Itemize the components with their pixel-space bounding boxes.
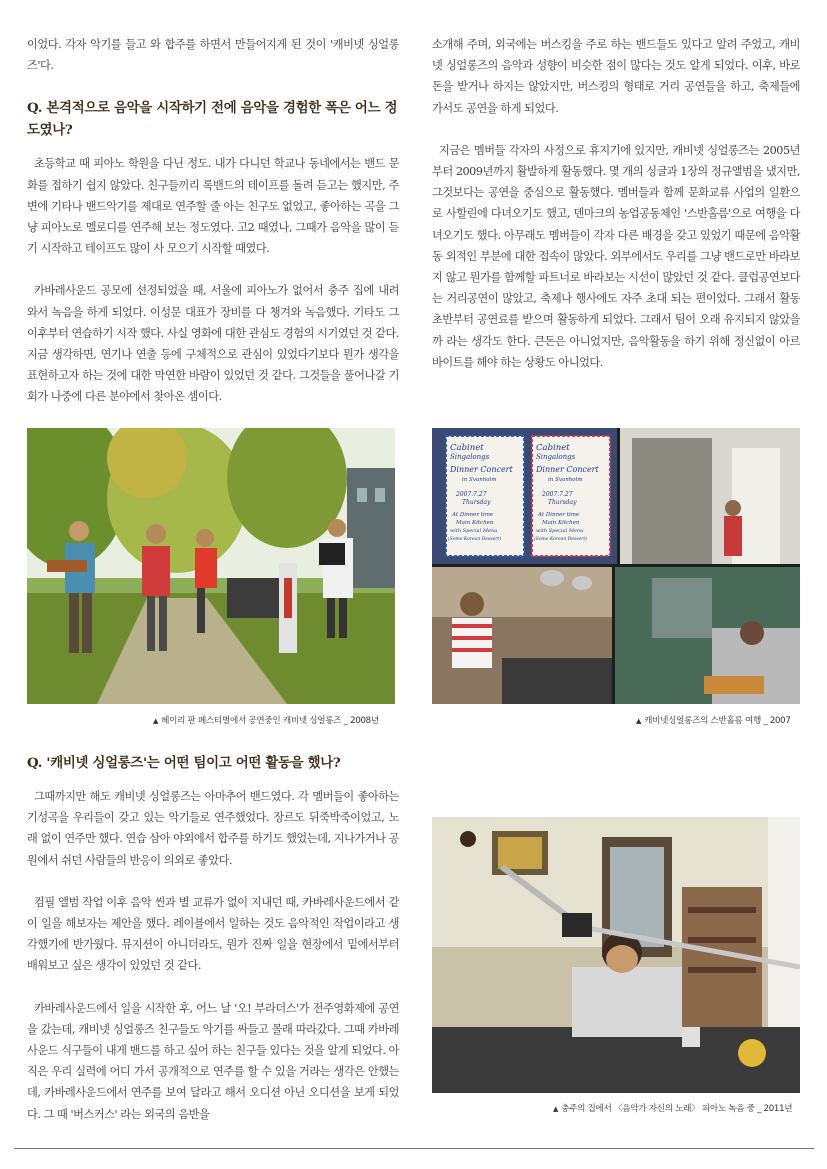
answer-paragraph: 초등학교 때 피아노 학원을 다닌 정도. 내가 다니던 학교나 동네에서는 밴드 문화를 접하기 쉽지 않았다. 친구들끼리 록밴드의 테이프를 돌려 듣고는 했지만, 주변에 기타나 밴드악기를 제대로 연주할 줄 아는 친구도 없었고, 좋아하는 곡을 그냥 피아노로 멜로디를 연주해 보는 정도였다. 고2 때였나, 그때가 음악을 많이 듣기 시작하고 테이프도 많이 사 모으기 시작할 때였다. — [27, 157, 399, 256]
poster-text: Main Kitchen — [542, 520, 580, 526]
left-column-bottom — [27, 752, 399, 1125]
answer-paragraph: 그때까지만 해도 캐비넷 싱얼롱즈는 아마추어 밴드였다. 각 멤버들이 좋아하는 기성곡을 우리들이 갖고 있는 악기들로 연주했었다. 장르도 뒤죽박죽이었고, 노래 없이 연주만 했다. 연습 삼아 야외에서 합주를 하기도 했었는데, 지나가거나 공원에서 쉬던 사람들의 반응이 의외로 좋았다. — [27, 790, 399, 867]
poster-text: Main Kitchen — [456, 520, 494, 526]
left-column-top — [27, 34, 399, 408]
continued-paragraph: 소개해 주며, 외국에는 버스킹을 주로 하는 밴드들도 있다고 알려 주었고, 캐비넷 싱얼롱즈의 음악과 성향이 비슷한 점이 많다는 것도 알게 되었다. 이후, 바로 돈을 받거나 하지는 않았지만, 버스킹의 형태로 거리 공연들을 하고, 축제들에 가서도 공연을 하게 되었다. — [432, 38, 800, 115]
poster-text: Singalongs — [450, 453, 490, 461]
poster-text: 2007.7.27 — [456, 491, 487, 498]
question-heading-1: Q. 본격적으로 음악을 시작하기 전에 음악을 경험한 폭은 어느 정도였나? — [27, 100, 398, 139]
answer-paragraph: 카바레사운드에서 일을 시작한 후, 어느 날 '오! 부라더스'가 전주영화제에 공연을 갔는데, 캐비넷 싱얼롱즈 친구들도 악기를 싸들고 몰래 따라갔다. 그때 카바레사운드 식구들이 내게 밴드를 하고 싶어 하는 친구들 있다는 것을 알게 되었다. 아직은 우리 실력에 어디 가서 공개적으로 연주를 할 수 있을 거라는 생각은 안했는데, 카바레사운드에서 연주를 보여 달라고 해서 오디션 아닌 오디션을 보게 되었다. 그 때 '버스커스' 라는 외국의 음반을 — [27, 1001, 399, 1121]
poster-text: Thursday — [462, 499, 491, 506]
footer-divider — [14, 1148, 814, 1149]
caption-text: 충주의 집에서 〈음악가 자신의 노래〉 피아노 녹음 중 _ 2011년 — [561, 1104, 793, 1114]
caption-marker-icon: ▲ — [153, 717, 159, 725]
poster-text: with Special Menu — [450, 528, 498, 534]
poster-text: Thursday — [548, 499, 577, 506]
right-column-top — [432, 34, 800, 373]
poster-text: At Dinner time — [452, 512, 494, 518]
caption-marker-icon: ▲ — [636, 717, 642, 725]
poster-text: Cabinet — [536, 443, 570, 453]
poster-text: (Some Korean Dessert) — [448, 537, 501, 542]
festival-performance-photo — [27, 428, 395, 704]
answer-paragraph: 컴필 앨범 작업 이후 음악 씬과 별 교류가 없이 지내던 때, 카바레사운드에서 같이 일을 해보자는 제안을 했다. 레이블에서 일하는 것도 음악적인 작업이라고 생각했기에 반가웠다. 뮤지션이 아니더라도, 뭔가 진짜 일을 현장에서 밑에서부터 배워보고 싶은 생각이 있었던 것 같다. — [27, 895, 399, 973]
poster-text: At Dinner time — [538, 512, 580, 518]
poster-text: Dinner Concert — [450, 465, 513, 474]
poster-text: Dinner Concert — [536, 465, 599, 474]
poster-text: Cabinet — [450, 443, 484, 453]
poster-text: in Svanholm — [462, 477, 497, 483]
poster-text: Singalongs — [536, 453, 576, 461]
poster-text: 2007.7.27 — [542, 491, 573, 498]
intro-paragraph: 이었다. 각자 악기를 들고 와 합주를 하면서 만들어지게 된 것이 '캐비넷 싱얼롱즈'다. — [27, 38, 399, 73]
piano-recording-photo — [432, 817, 800, 1093]
caption-text: 헤이리 판 페스티벌에서 공연중인 캐비넷 싱얼롱즈 _ 2008년 — [161, 716, 379, 726]
poster-text: with Special Menu — [536, 528, 584, 534]
poster-text: in Svanholm — [548, 477, 583, 483]
svanholm-trip-collage — [432, 428, 800, 704]
photo-caption-2 — [636, 714, 791, 726]
answer-paragraph: 카바레사운드 공모에 선정되었을 때, 서울에 피아노가 없어서 충주 집에 내려 와서 녹음을 하게 되었다. 이성문 대표가 장비를 다 챙겨와 녹음했다. 기타도 그 이후부터 연습하기 시작 했다. 사실 영화에 대한 관심도 경험의 시기였던 것 같다. 지금 생각하면, 연기나 연출 등에 구체적으로 관심이 있었다기보다 뭔가 생각을 표현하고자 하는 것에 대한 막연한 바람이 있었던 것 같다. 그것들을 풀어나갈 기회가 나중에 다른 분야에서 찾아온 셈이다. — [27, 284, 399, 404]
poster-text: (Some Korean Dessert) — [534, 537, 587, 542]
question-heading-2: Q. '캐비넷 싱얼롱즈'는 어떤 팀이고 어떤 활동을 했나? — [27, 755, 341, 771]
photo-caption-3 — [553, 1102, 792, 1114]
caption-marker-icon: ▲ — [553, 1105, 559, 1113]
photo-caption-1 — [153, 714, 379, 726]
caption-text: 캐비넷싱얼롱즈의 스반홀름 여행 _ 2007 — [644, 716, 791, 726]
answer-paragraph: 지금은 멤버들 각자의 사정으로 휴지기에 있지만, 캐비넷 싱얼롱즈는 2005년부터 2009년까지 활발하게 활동했다. 몇 개의 싱글과 1장의 정규앨범을 냈지만, 그것보다는 공연을 중심으로 활동했다. 멤버들과 함께 문화교류 사업의 일환으로 사할린에 다녀오기도 했고, 덴마크의 농업공동체인 '스반홀름'으로 여행을 다녀오기도 했다. 아무래도 멤버들이 각자 다른 배경을 갖고 있었기 때문에 음악활동 외적인 부분에 대한 접속이 많았다. 외부에서도 우리를 그냥 밴드로만 바라보지 않고 뭔가를 함께할 파트너로 바라보는 시선이 많았던 것 같다. 클럽공연보다는 거리공연이 많았고, 축제나 행사에도 자주 초대 되는 편이었다. 그래서 활동 초반부터 공연료를 받으며 활동하게 되었다. 그래서 팀이 오래 유지되지 않았을까 라는 생각도 한다. 큰돈은 아니었지만, 음악활동을 하기 위해 정신없이 아르바이트를 해야 하는 상황도 아니었다. — [432, 143, 800, 369]
